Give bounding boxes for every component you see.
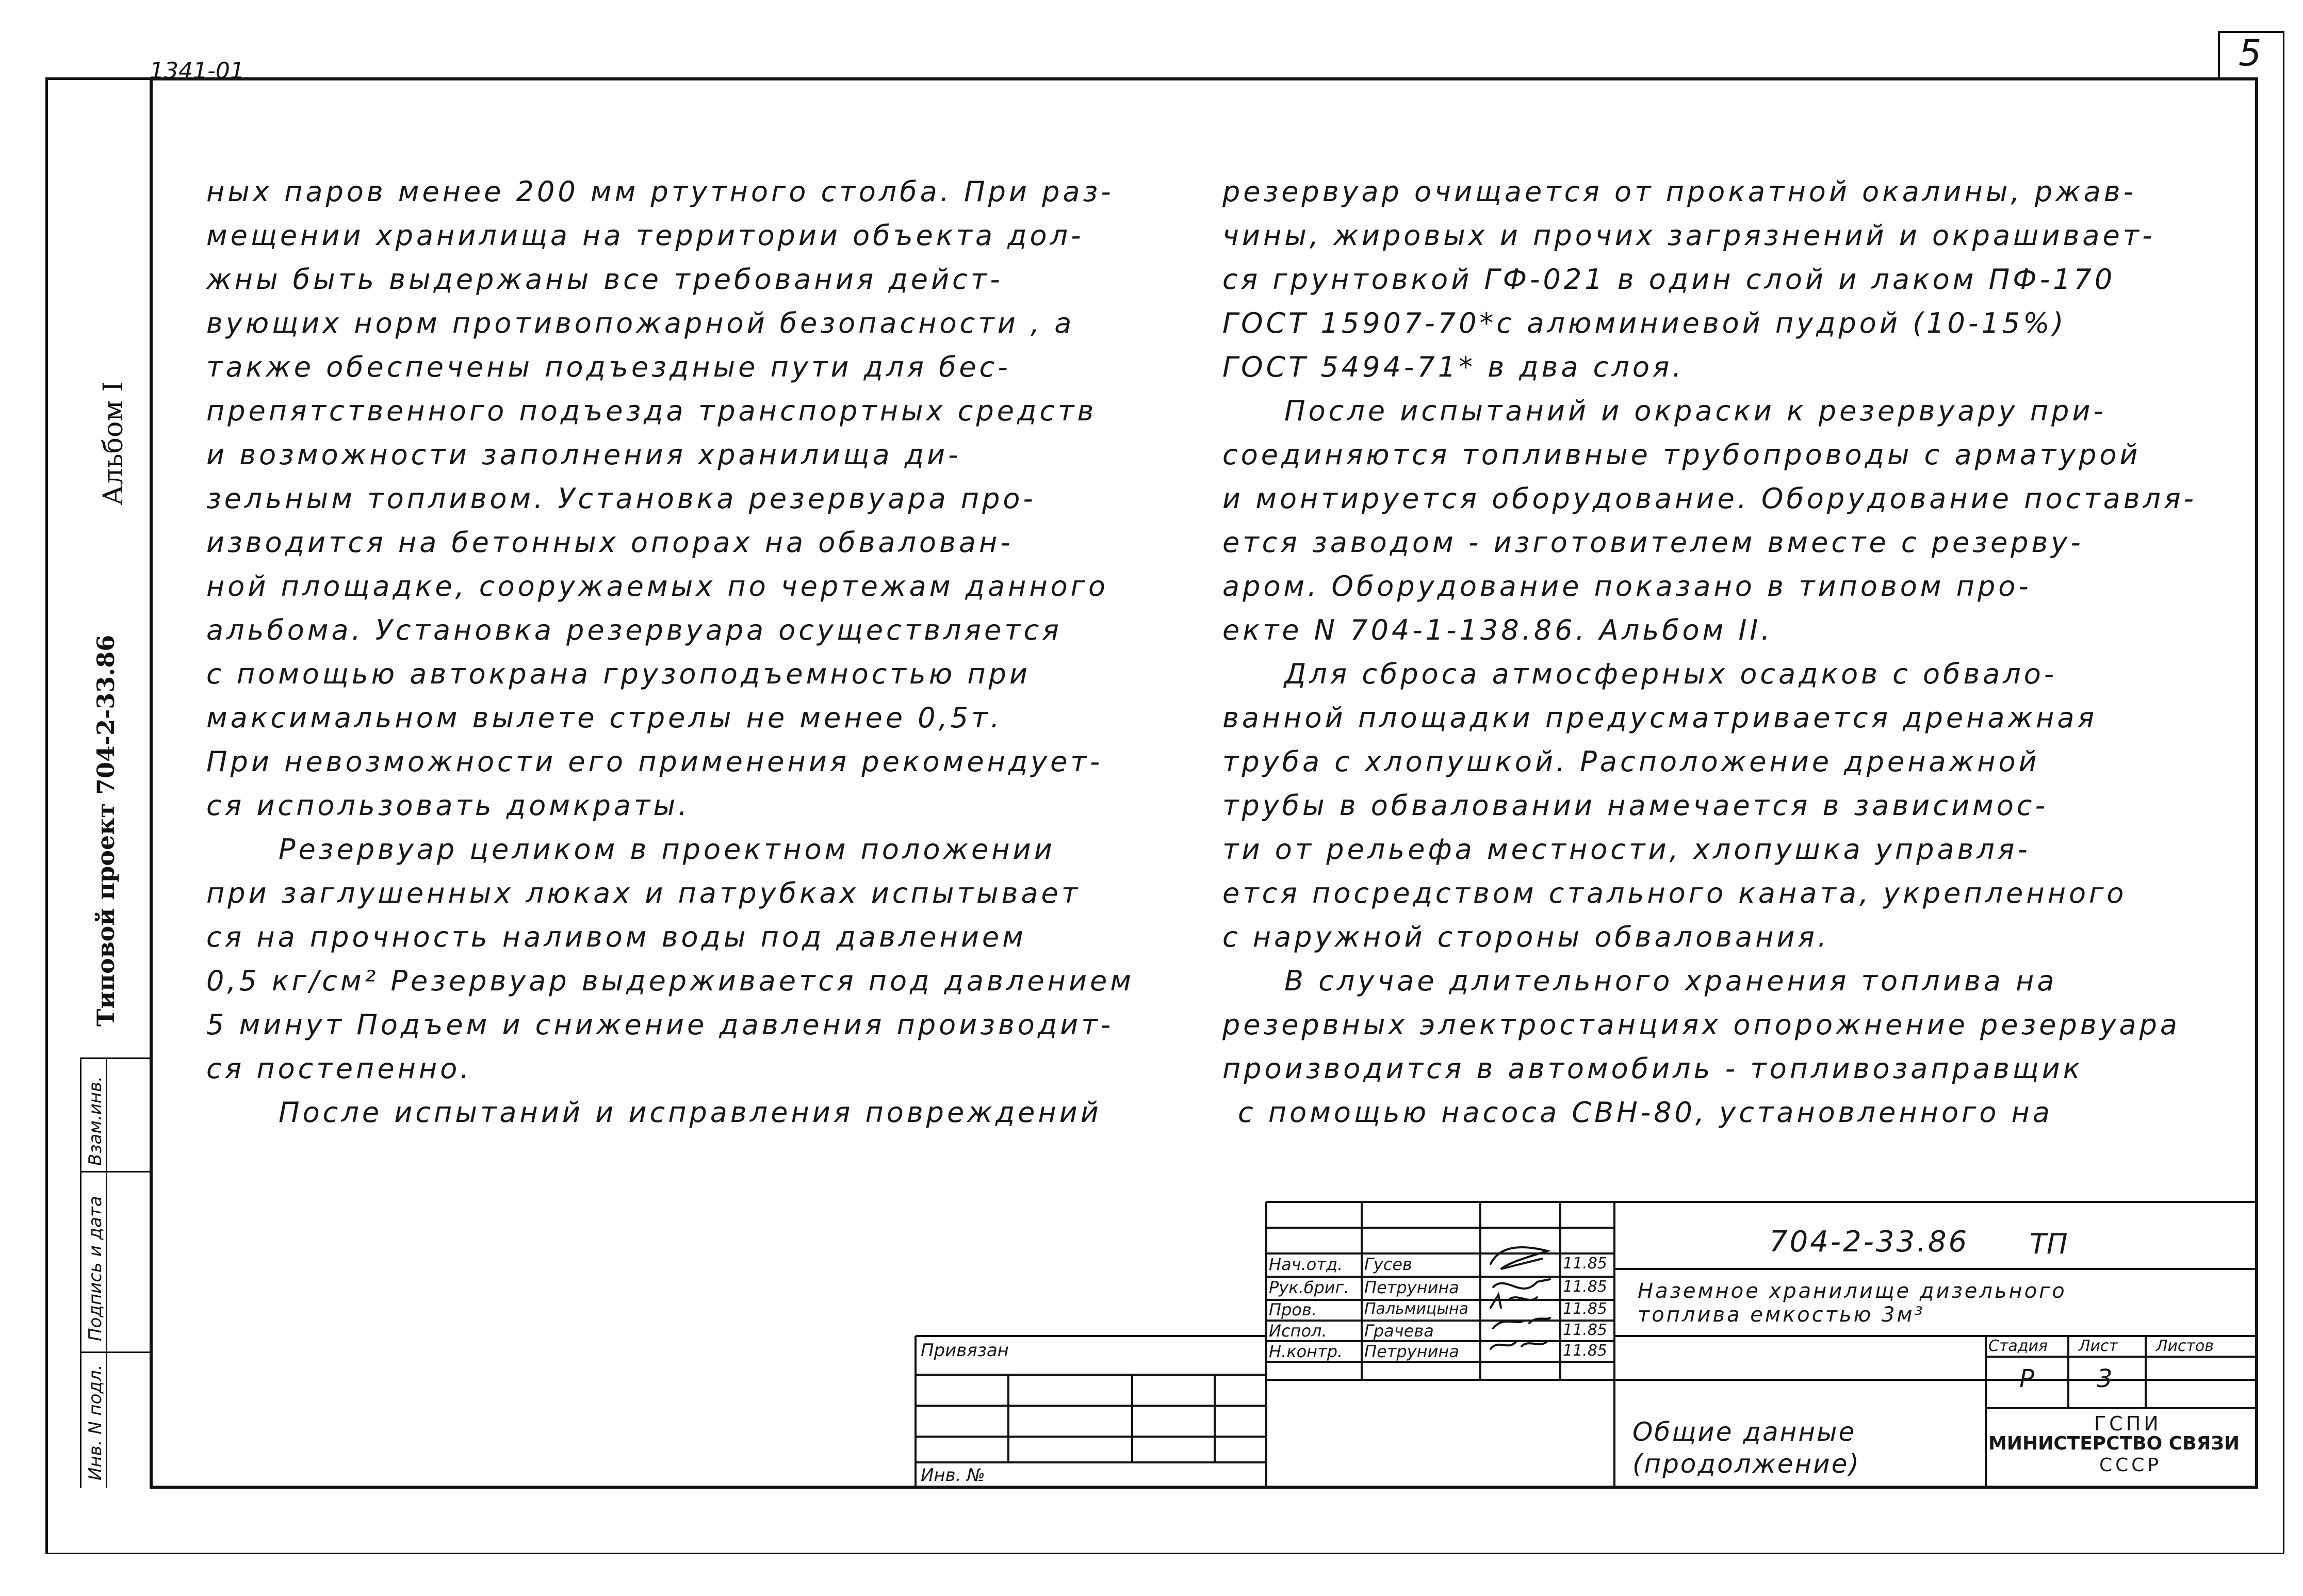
staff-name: Пальмицына [1364, 1300, 1469, 1318]
org-line-3: СССР [2099, 1455, 2162, 1476]
right-line: ванной площадки предусматривается дренажная [1222, 702, 2097, 734]
right-line: резервуар очищается от прокатной окалины, ржав- [1222, 175, 2137, 208]
right-line: В случае длительного хранения топлива на [1284, 965, 2057, 997]
left-line: 0,5 кг/см² Резервуар выдерживается под давлением [206, 965, 1134, 997]
document-code-top: 1341-01 [150, 58, 244, 84]
signatures [1480, 1238, 1563, 1367]
staff-role: Рук.бриг. [1269, 1278, 1349, 1297]
left-line: ных паров менее 200 мм ртутного столба. При раз- [206, 175, 1114, 208]
right-line: с наружной стороны обвалования. [1222, 921, 1830, 953]
left-line: максимальном вылете стрелы не менее 0,5т. [206, 702, 1003, 734]
project-title: Наземное хранилище дизельного топлива емкостью 3м³ [1638, 1279, 2067, 1327]
inv-orig-label: Инв. N подл. [85, 1364, 106, 1480]
right-line: трубы в обваловании намечается в зависимос- [1222, 789, 2048, 822]
left-line: вующих норм противопожарной безопасности , а [206, 307, 1075, 339]
right-line: ется посредством стального каната, укрепленного [1222, 877, 2127, 909]
page-number: 5 [2239, 32, 2262, 74]
album-label: Альбом I [98, 381, 129, 506]
sign-date-label: Подпись и дата [85, 1196, 106, 1341]
org-line-1: ГСПИ [2094, 1412, 2162, 1435]
left-line: при заглушенных люках и патрубках испытывает [206, 877, 1081, 909]
stage-value: Р [2019, 1364, 2034, 1393]
stage-label: Стадия [1988, 1337, 2048, 1355]
staff-date: 11.85 [1563, 1278, 1607, 1296]
staff-date: 11.85 [1563, 1255, 1607, 1273]
sheet-value: 3 [2097, 1364, 2113, 1393]
staff-date: 11.85 [1563, 1321, 1607, 1339]
right-line: аром. Оборудование показано в типовом про- [1222, 570, 2032, 602]
left-line: жны быть выдержаны все требования дейст- [206, 263, 1003, 296]
left-line: ся использовать домкраты. [206, 789, 691, 822]
right-line: соединяются топливные трубопроводы с арматурой [1222, 438, 2141, 471]
left-line: При невозможности его применения рекомендует- [206, 745, 1103, 778]
left-line: также обеспечены подъездные пути для бес- [206, 351, 1011, 383]
right-line: Для сброса атмосферных осадков с обвало- [1284, 658, 2057, 690]
right-line: ГОСТ 15907-70*с алюминиевой пудрой (10-15%) [1222, 307, 2067, 339]
left-line: с помощью автокрана грузоподъемностью при [206, 658, 1031, 690]
staff-role: Н.контр. [1269, 1342, 1343, 1361]
right-line: и монтируется оборудование. Оборудование поставля- [1222, 482, 2197, 515]
left-line: и возможности заполнения хранилища ди- [206, 438, 961, 471]
project-label: Типовой проект 704-2-33.86 [92, 634, 120, 1027]
right-line: производится в автомобиль - топливозаправщик [1222, 1052, 2083, 1085]
left-line: ся постепенно. [206, 1052, 472, 1085]
right-line: ется заводом - изготовителем вместе с резерву- [1222, 526, 2084, 559]
right-line: резервных электростанциях опорожнение резервуара [1222, 1008, 2180, 1041]
right-line: чины, жировых и прочих загрязнений и окрашивает- [1222, 219, 2155, 252]
staff-role: Нач.отд. [1269, 1255, 1343, 1274]
staff-role: Пров. [1269, 1300, 1317, 1320]
right-line: труба с хлопушкой. Расположение дренажной [1222, 745, 2040, 778]
right-line: ти от рельефа местности, хлопушка управля- [1222, 833, 2031, 866]
right-line: ГОСТ 5494-71* в два слоя. [1222, 351, 1685, 383]
replace-inv-label: Взам.инв. [85, 1076, 106, 1166]
left-line: препятственного подъезда транспортных средств [206, 395, 1097, 427]
left-line: альбома. Установка резервуара осуществляется [206, 614, 1062, 646]
right-line: екте N 704-1-138.86. Альбом II. [1222, 614, 1773, 646]
staff-name: Гусев [1364, 1255, 1412, 1274]
document-code: 704-2-33.86 [1769, 1225, 1969, 1259]
sheets-label: Листов [2156, 1337, 2214, 1355]
left-line: 5 минут Подъем и снижение давления производит- [206, 1008, 1114, 1041]
left-line: ся на прочность наливом воды под давлением [206, 921, 1026, 953]
left-line: изводится на бетонных опорах на обвалован- [206, 526, 1014, 559]
right-line: ся грунтовкой ГФ-021 в один слой и лаком ПФ-170 [1222, 263, 2116, 296]
left-line: После испытаний и исправления повреждений [279, 1096, 1102, 1129]
left-line: зельным топливом. Установка резервуара про- [206, 482, 1036, 515]
right-line: с помощью насоса СВН-80, установленного на [1238, 1096, 2053, 1129]
staff-name: Петрунина [1364, 1278, 1459, 1297]
left-line: Резервуар целиком в проектном положении [279, 833, 1055, 866]
org-line-2: МИНИСТЕРСТВО СВЯЗИ [1988, 1433, 2240, 1454]
inv-number-label: Инв. № [921, 1465, 985, 1486]
document-type: ТП [2030, 1228, 2068, 1260]
staff-date: 11.85 [1563, 1342, 1607, 1360]
staff-name: Грачева [1364, 1321, 1434, 1341]
staff-date: 11.85 [1563, 1300, 1607, 1318]
attached-label: Привязан [921, 1340, 1009, 1361]
left-line: мещении хранилища на территории объекта дол- [206, 219, 1084, 252]
staff-role: Испол. [1269, 1321, 1327, 1341]
sheet-title: Общие данные (продолжение) [1632, 1417, 1860, 1479]
staff-name: Петрунина [1364, 1342, 1459, 1361]
right-line: После испытаний и окраски к резервуару при- [1284, 395, 2106, 427]
left-line: ной площадке, сооружаемых по чертежам данного [206, 570, 1109, 602]
sheet-label: Лист [2079, 1337, 2118, 1355]
